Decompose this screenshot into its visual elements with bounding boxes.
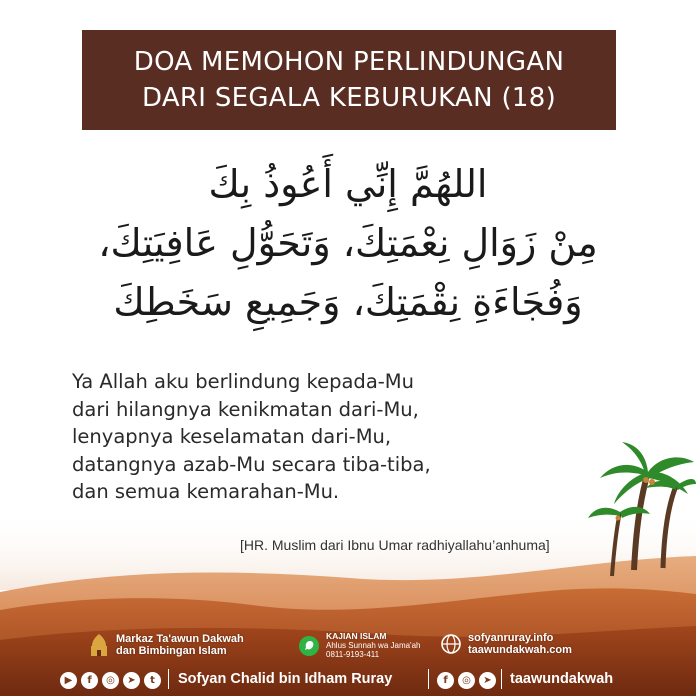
globe-icon	[440, 633, 462, 655]
hadith-source: [HR. Muslim dari Ibnu Umar radhiyallahu’anhuma]	[240, 537, 550, 553]
author-name: Sofyan Chalid bin Idham Ruray	[178, 671, 393, 687]
arabic-line-3: وَفُجَاءَةِ نِقْمَتِكَ، وَجَمِيعِ سَخَطِكَ	[113, 280, 583, 324]
title-banner	[82, 30, 616, 130]
translation-line: dari hilangnya kenikmatan dari-Mu,	[72, 397, 419, 421]
website-2[interactable]: taawundakwah.com	[468, 644, 572, 656]
website-1[interactable]: sofyanruray.info	[468, 632, 554, 644]
translation-line: Ya Allah aku berlindung kepada-Mu	[72, 370, 414, 393]
youtube-icon[interactable]: ▶	[60, 672, 77, 689]
facebook-icon[interactable]: f	[437, 672, 454, 689]
whatsapp-icon	[298, 635, 320, 657]
divider	[168, 669, 169, 689]
kajian-phone: 0811-9193-411	[326, 650, 380, 659]
social-row	[0, 669, 696, 693]
kajian-title: KAJIAN ISLAM	[326, 631, 387, 641]
org-block	[88, 632, 244, 658]
divider	[428, 669, 429, 689]
telegram-icon[interactable]: ➤	[479, 672, 496, 689]
translation-block	[72, 368, 572, 506]
telegram-icon[interactable]: ➤	[123, 672, 140, 689]
org-name-line-1: Markaz Ta'awun Dakwah	[116, 633, 244, 645]
kajian-block	[298, 632, 420, 659]
translation-line: lenyapnya keselamatan dari-Mu,	[72, 425, 392, 448]
web-block	[440, 632, 572, 656]
twitter-icon[interactable]: t	[144, 672, 161, 689]
mosque-logo-icon	[88, 632, 110, 658]
instagram-icon[interactable]: ◎	[102, 672, 119, 689]
translation-line: dan semua kemarahan-Mu.	[72, 480, 340, 503]
arabic-line-1: اللهُمَّ إِنِّي أَعُوذُ بِكَ	[208, 162, 488, 206]
org-name-line-2: dan Bimbingan Islam	[116, 645, 227, 657]
handle-name: taawundakwah	[510, 671, 614, 687]
arabic-line-2: مِنْ زَوَالِ نِعْمَتِكَ، وَتَحَوُّلِ عَافِيَتِكَ،	[98, 221, 598, 265]
translation-line: datangnya azab-Mu secara tiba-tiba,	[72, 452, 431, 476]
facebook-icon[interactable]: f	[81, 672, 98, 689]
divider	[501, 669, 502, 689]
kajian-subtitle: Ahlus Sunnah wa Jama'ah	[326, 641, 421, 650]
title-line-2: DARI SEGALA KEBURUKAN (18)	[141, 83, 557, 113]
instagram-icon[interactable]: ◎	[458, 672, 475, 689]
title-line-1: DOA MEMOHON PERLINDUNGAN	[133, 47, 565, 77]
